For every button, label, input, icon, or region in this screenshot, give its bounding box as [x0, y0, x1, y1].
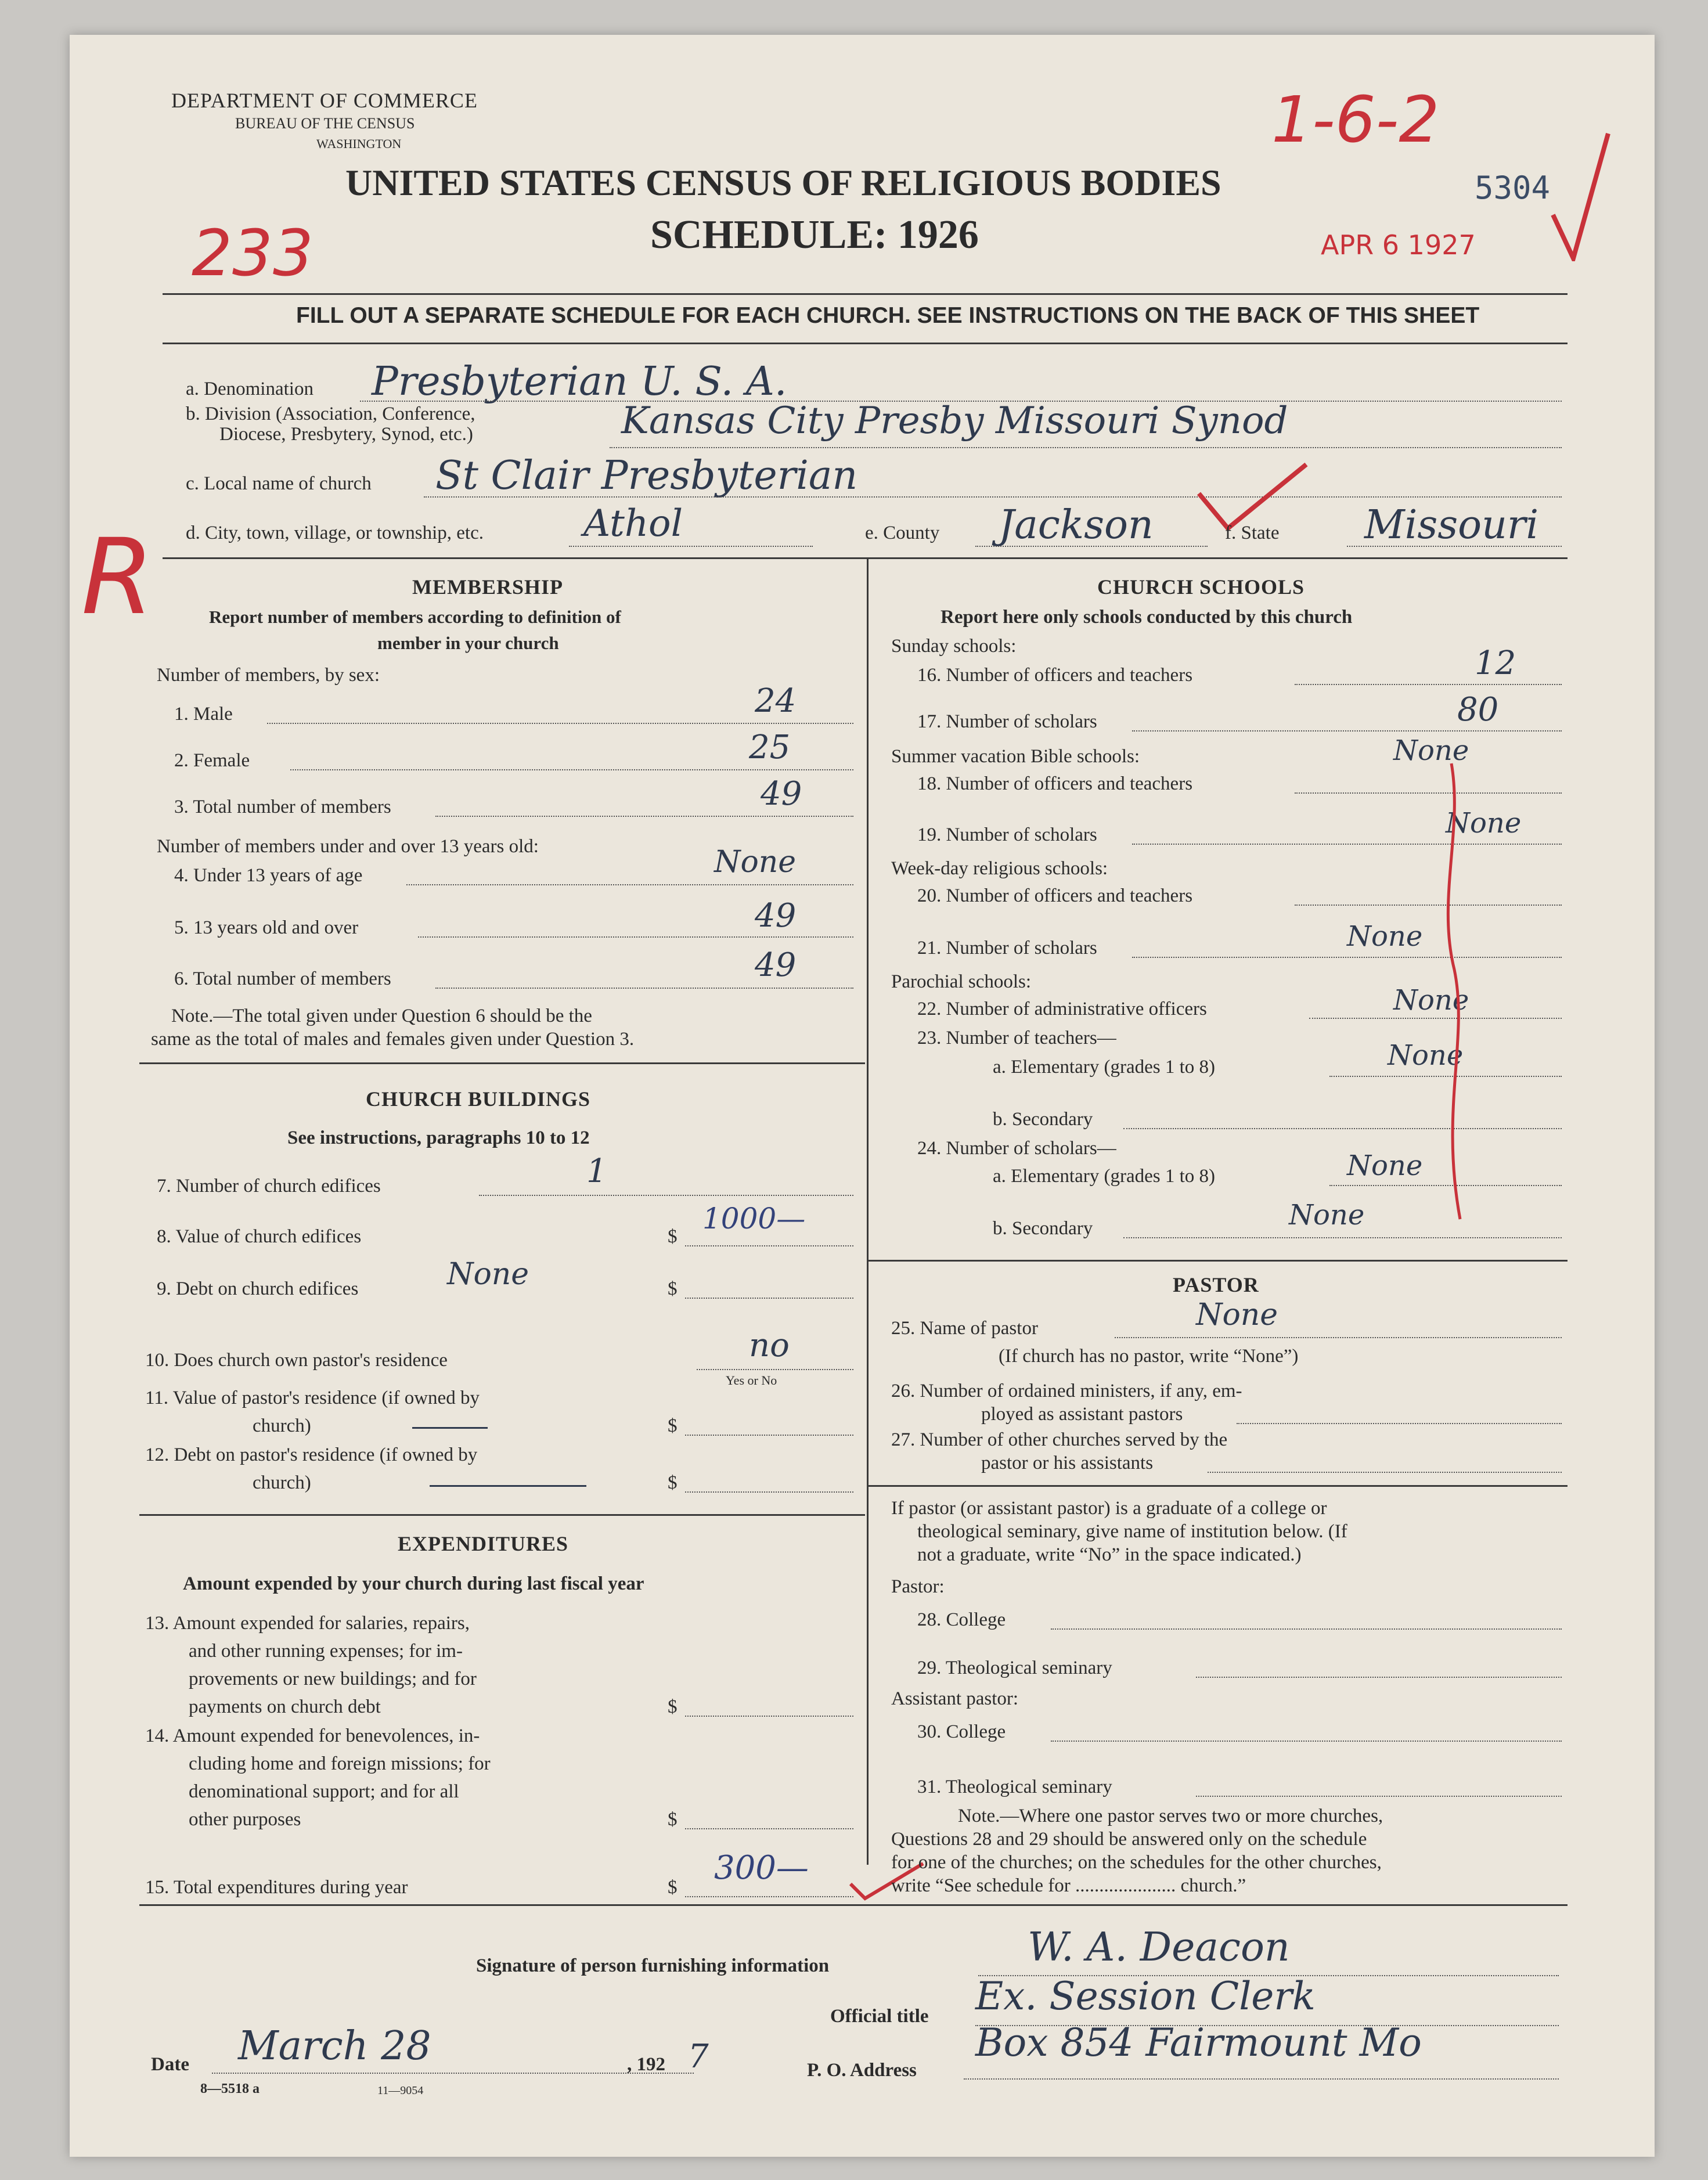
q25-line — [1115, 1337, 1562, 1338]
expenditures-subheading: Amount expended by your church during last fiscal year — [183, 1573, 644, 1594]
q23b-label: b. Secondary — [993, 1109, 1093, 1130]
q10-line — [697, 1369, 853, 1370]
header-rule-bottom — [163, 343, 1568, 344]
q14-dollar: $ — [668, 1809, 678, 1830]
q7-value: 1 — [586, 1152, 607, 1190]
q29-label: 29. Theological seminary — [917, 1657, 1112, 1678]
q18-label: 18. Number of officers and teachers — [917, 773, 1193, 794]
q2-value: 25 — [749, 729, 791, 766]
graduate-instruction: If pastor (or assistant pastor) is a graduate of a college or — [891, 1498, 1327, 1519]
q24a-label: a. Elementary (grades 1 to 8) — [993, 1166, 1216, 1187]
denomination-label: a. Denomination — [186, 379, 314, 399]
q9-label: 9. Debt on church edifices — [157, 1278, 359, 1299]
division-line — [610, 447, 1562, 448]
q4-label: 4. Under 13 years of age — [174, 865, 363, 886]
identity-rule — [163, 557, 1568, 559]
year-value: 7 — [688, 2038, 709, 2075]
signature-value: W. A. Deacon — [1028, 1925, 1290, 1970]
q13-label-2: and other running expenses; for im- — [189, 1641, 463, 1662]
weekday-schools-label: Week-day religious schools: — [891, 858, 1108, 879]
q12-label: 12. Debt on pastor's residence (if owned by — [145, 1444, 478, 1465]
date-line — [212, 2073, 694, 2074]
pastor-rule — [868, 1485, 1568, 1487]
local-name-label: c. Local name of church — [186, 473, 372, 494]
q23-label: 23. Number of teachers— — [917, 1028, 1116, 1048]
q13-dollar: $ — [668, 1696, 678, 1717]
county-label: e. County — [865, 523, 940, 543]
q13-line — [685, 1716, 853, 1717]
q3-value: 49 — [761, 775, 802, 813]
q31-line — [1196, 1796, 1562, 1797]
q16-label: 16. Number of officers and teachers — [917, 665, 1193, 686]
q15-value: 300— — [714, 1849, 809, 1887]
po-address-value: Box 854 Fairmount Mo — [975, 2020, 1422, 2065]
q30-label: 30. College — [917, 1721, 1006, 1742]
q5-line — [418, 936, 853, 938]
q27-line — [1208, 1472, 1562, 1473]
q11-label-2: church) — [253, 1415, 311, 1436]
bureau-city: WASHINGTON — [316, 136, 402, 151]
print-number: 11—9054 — [377, 2084, 424, 2097]
q19-line — [1132, 844, 1562, 845]
q24b-value: None — [1289, 1199, 1365, 1231]
q27-label: 27. Number of other churches served by the — [891, 1429, 1228, 1450]
q24-label: 24. Number of scholars— — [917, 1138, 1116, 1159]
members-by-age-label: Number of members under and over 13 years old: — [157, 836, 539, 857]
q11-dollar: $ — [668, 1415, 678, 1436]
pastor-sub-label: Pastor: — [891, 1576, 945, 1597]
red-annotation-top: 1-6-2 — [1271, 82, 1440, 157]
summer-schools-value: None — [1393, 734, 1469, 767]
buildings-heading: CHURCH BUILDINGS — [366, 1087, 591, 1111]
q23b-line — [1123, 1128, 1562, 1129]
q12-dollar: $ — [668, 1472, 678, 1493]
q14-line — [685, 1828, 853, 1829]
q17-value: 80 — [1457, 691, 1499, 729]
local-name-line — [424, 496, 1562, 498]
red-annotation-number: 233 — [192, 216, 314, 290]
q21-label: 21. Number of scholars — [917, 938, 1097, 959]
city-line — [569, 546, 813, 547]
q11-line — [685, 1435, 853, 1436]
q30-line — [1051, 1741, 1562, 1742]
division-label: b. Division (Association, Conference, — [186, 403, 475, 424]
q28-label: 28. College — [917, 1609, 1006, 1630]
q6-value: 49 — [755, 946, 797, 984]
department-name: DEPARTMENT OF COMMERCE — [171, 89, 478, 112]
county-line — [975, 546, 1208, 547]
local-name-value: St Clair Presbyterian — [435, 453, 858, 499]
q5-label: 5. 13 years old and over — [174, 917, 359, 938]
q3-line — [435, 816, 853, 817]
q24b-label: b. Secondary — [993, 1218, 1093, 1239]
q25-hint: (If church has no pastor, write “None”) — [999, 1346, 1299, 1367]
buildings-subheading: See instructions, paragraphs 10 to 12 — [287, 1127, 590, 1148]
membership-rule — [139, 1062, 865, 1064]
q2-line — [290, 769, 853, 770]
q14-label-2: cluding home and foreign missions; for — [189, 1753, 491, 1774]
q15-label: 15. Total expenditures during year — [145, 1877, 408, 1898]
instruction-line: FILL OUT A SEPARATE SCHEDULE FOR EACH CHURCH. SEE INSTRUCTIONS ON THE BACK OF THIS SHEET — [296, 303, 1480, 328]
state-value: Missouri — [1364, 502, 1539, 548]
q12-line — [685, 1491, 853, 1493]
q10-hint: Yes or No — [726, 1373, 777, 1388]
q13-label-3: provements or new buildings; and for — [189, 1669, 477, 1689]
q11-dash — [412, 1427, 488, 1429]
q23a-value: None — [1388, 1039, 1464, 1072]
pastor-heading: PASTOR — [1173, 1273, 1259, 1296]
expenditures-heading: EXPENDITURES — [398, 1532, 569, 1555]
pastor-note-4: write “See schedule for ..................... church.” — [891, 1875, 1246, 1896]
q19-value: None — [1446, 807, 1522, 839]
pastor-note-2: Questions 28 and 29 should be answered only on the schedule — [891, 1829, 1367, 1850]
po-address-label: P. O. Address — [807, 2060, 917, 2081]
bureau-name: BUREAU OF THE CENSUS — [235, 115, 415, 132]
q17-label: 17. Number of scholars — [917, 711, 1097, 732]
q1-label: 1. Male — [174, 704, 233, 725]
state-line — [1347, 546, 1562, 547]
schools-heading: CHURCH SCHOOLS — [1097, 575, 1305, 599]
q25-label: 25. Name of pastor — [891, 1318, 1038, 1339]
pastor-note-3: for one of the churches; on the schedules for the other churches, — [891, 1852, 1382, 1873]
pastor-note: Note.—Where one pastor serves two or more churches, — [958, 1806, 1383, 1826]
graduate-instruction-2: theological seminary, give name of institution below. (If — [917, 1521, 1347, 1542]
parochial-schools-label: Parochial schools: — [891, 971, 1032, 992]
q12-dash — [430, 1485, 586, 1487]
membership-note: Note.—The total given under Question 6 should be the — [171, 1006, 592, 1026]
q13-label: 13. Amount expended for salaries, repairs, — [145, 1613, 470, 1634]
q29-line — [1196, 1677, 1562, 1678]
q9-dollar: $ — [668, 1278, 678, 1299]
q16-value: 12 — [1475, 644, 1516, 682]
column-divider — [867, 558, 869, 1865]
body-rule-bottom — [139, 1904, 1568, 1906]
q14-label-4: other purposes — [189, 1809, 301, 1830]
official-title-label: Official title — [830, 2006, 929, 2027]
county-value: Jackson — [999, 502, 1154, 548]
header-rule-top — [163, 293, 1568, 295]
q4-value: None — [714, 845, 797, 880]
city-label: d. City, town, village, or township, etc. — [186, 523, 484, 543]
census-schedule-sheet — [70, 35, 1655, 2157]
q4-line — [406, 884, 853, 885]
received-date-stamp: APR 6 1927 — [1321, 229, 1476, 261]
q10-label: 10. Does church own pastor's residence — [145, 1350, 448, 1371]
schools-subheading: Report here only schools conducted by this church — [941, 607, 1353, 628]
q20-label: 20. Number of officers and teachers — [917, 885, 1193, 906]
q21-line — [1132, 957, 1562, 958]
q26-label: 26. Number of ordained ministers, if any, em- — [891, 1381, 1242, 1401]
q26-label-2: ployed as assistant pastors — [981, 1404, 1183, 1425]
q8-label: 8. Value of church edifices — [157, 1226, 362, 1247]
po-address-line — [964, 2078, 1559, 2080]
q5-value: 49 — [755, 897, 797, 935]
signature-label: Signature of person furnishing information — [476, 1955, 830, 1976]
q12-label-2: church) — [253, 1472, 311, 1493]
official-title-value: Ex. Session Clerk — [975, 1974, 1316, 2019]
q14-label: 14. Amount expended for benevolences, in- — [145, 1725, 480, 1746]
q1-line — [267, 723, 853, 724]
schools-rule — [868, 1260, 1568, 1262]
division-label-2: Diocese, Presbytery, Synod, etc.) — [219, 424, 473, 445]
membership-note-2: same as the total of males and females given under Question 3. — [151, 1029, 635, 1050]
q9-value: None — [447, 1257, 529, 1292]
q10-value: no — [749, 1327, 790, 1364]
buildings-rule — [139, 1514, 865, 1516]
q8-dollar: $ — [668, 1226, 678, 1247]
q11-label: 11. Value of pastor's residence (if owned by — [145, 1388, 480, 1408]
q2-label: 2. Female — [174, 750, 250, 771]
sunday-schools-label: Sunday schools: — [891, 636, 1017, 657]
date-label: Date — [151, 2054, 189, 2075]
q25-value: None — [1196, 1298, 1278, 1332]
q28-line — [1051, 1628, 1562, 1630]
summer-schools-label: Summer vacation Bible schools: — [891, 746, 1140, 767]
q22-label: 22. Number of administrative officers — [917, 999, 1207, 1019]
q6-label: 6. Total number of members — [174, 968, 391, 989]
form-number: 8—5518 a — [200, 2081, 260, 2096]
q15-line — [685, 1896, 853, 1897]
assistant-pastor-label: Assistant pastor: — [891, 1688, 1019, 1709]
q23a-label: a. Elementary (grades 1 to 8) — [993, 1057, 1216, 1078]
q14-label-3: denominational support; and for all — [189, 1781, 459, 1802]
graduate-instruction-3: not a graduate, write “No” in the space indicated.) — [917, 1544, 1302, 1565]
q7-label: 7. Number of church edifices — [157, 1176, 381, 1197]
schedule-year: SCHEDULE: 1926 — [650, 212, 979, 257]
q26-line — [1237, 1423, 1562, 1424]
denomination-value: Presbyterian U. S. A. — [372, 359, 787, 405]
q27-label-2: pastor or his assistants — [981, 1453, 1154, 1473]
q1-value: 24 — [755, 682, 797, 720]
membership-heading: MEMBERSHIP — [412, 575, 564, 599]
q15-dollar: $ — [668, 1877, 678, 1898]
form-title: UNITED STATES CENSUS OF RELIGIOUS BODIES — [345, 162, 1221, 203]
q8-value: 1000— — [702, 1202, 806, 1235]
q6-line — [435, 988, 853, 989]
q24a-value: None — [1347, 1150, 1423, 1182]
division-value: Kansas City Presby Missouri Synod — [621, 399, 1288, 442]
q7-line — [479, 1195, 853, 1196]
q31-label: 31. Theological seminary — [917, 1777, 1112, 1797]
state-label: f. State — [1225, 523, 1280, 543]
members-by-sex-label: Number of members, by sex: — [157, 665, 380, 686]
city-value: Athol — [583, 502, 683, 545]
q21-value: None — [1347, 920, 1423, 953]
serial-number: 5304 — [1475, 170, 1551, 206]
q22-value: None — [1393, 984, 1469, 1017]
q17-line — [1132, 730, 1562, 732]
year-label: , 192 — [627, 2054, 665, 2075]
q16-line — [1295, 684, 1562, 685]
q19-label: 19. Number of scholars — [917, 824, 1097, 845]
q9-line — [685, 1298, 853, 1299]
q13-label-4: payments on church debt — [189, 1696, 381, 1717]
red-check-mark — [1550, 128, 1614, 261]
q24b-line — [1123, 1237, 1562, 1238]
red-margin-mark — [1428, 761, 1475, 1225]
q3-label: 3. Total number of members — [174, 797, 391, 817]
date-value: March 28 — [238, 2023, 431, 2069]
red-side-mark: R — [81, 517, 154, 638]
q8-line — [685, 1245, 853, 1246]
membership-intro-2: member in your church — [377, 633, 559, 653]
membership-intro: Report number of members according to definition of — [209, 607, 621, 627]
